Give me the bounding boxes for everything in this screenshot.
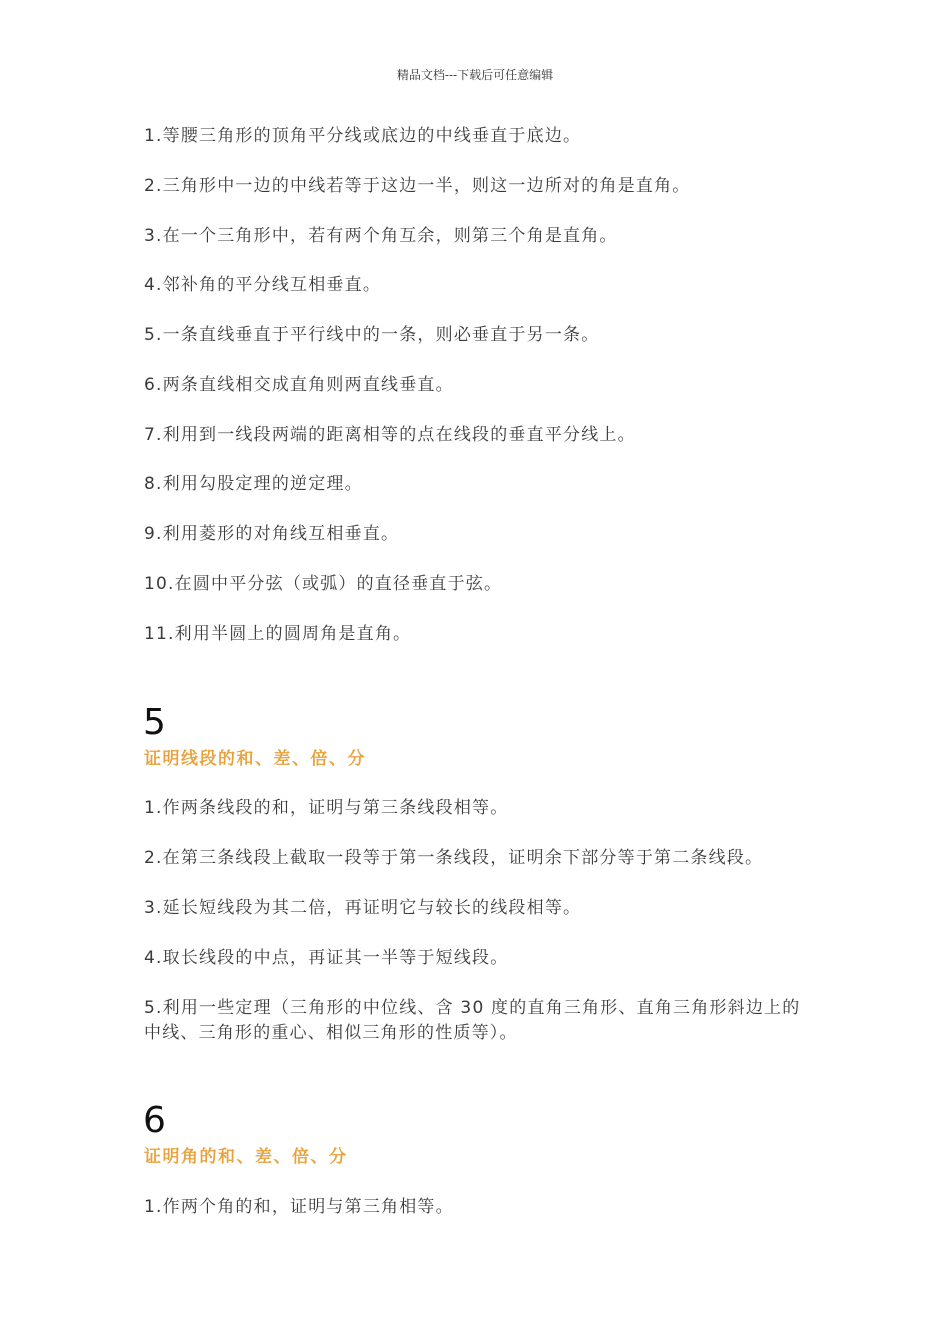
list-item: 6.两条直线相交成直角则两直线垂直。: [144, 375, 454, 395]
list-item: 2.三角形中一边的中线若等于这边一半，则这一边所对的角是直角。: [144, 176, 691, 196]
list-item: 3.在一个三角形中，若有两个角互余，则第三个角是直角。: [144, 226, 618, 246]
list-item: 3.延长短线段为其二倍，再证明它与较长的线段相等。: [144, 898, 582, 918]
list-item: 5.利用一些定理（三角形的中位线、含 30 度的直角三角形、直角三角形斜边上的中线、三角形的重心、相似三角形的性质等）。: [144, 998, 801, 1043]
list-item: 1.作两个角的和，证明与第三角相等。: [144, 1197, 454, 1217]
page-header: 精品文档---下载后可任意编辑: [396, 68, 554, 82]
list-item: 8.利用勾股定理的逆定理。: [144, 474, 363, 494]
section-number: 5: [143, 702, 166, 743]
list-item: 1.等腰三角形的顶角平分线或底边的中线垂直于底边。: [144, 126, 582, 146]
section-number: 6: [143, 1100, 166, 1141]
list-item: 9.利用菱形的对角线互相垂直。: [144, 524, 400, 544]
list-item: 4.邻补角的平分线互相垂直。: [144, 275, 382, 295]
list-item: 5.一条直线垂直于平行线中的一条，则必垂直于另一条。: [144, 325, 600, 345]
list-item: 7.利用到一线段两端的距离相等的点在线段的垂直平分线上。: [144, 425, 636, 445]
list-item: 10.在圆中平分弦（或弧）的直径垂直于弦。: [144, 574, 503, 594]
list-item: 2.在第三条线段上截取一段等于第一条线段，证明余下部分等于第二条线段。: [144, 848, 764, 868]
list-item: 1.作两条线段的和，证明与第三条线段相等。: [144, 798, 509, 818]
list-item: 11.利用半圆上的圆周角是直角。: [144, 624, 412, 644]
section-title: 证明角的和、差、倍、分: [144, 1147, 348, 1167]
list-item: 4.取长线段的中点，再证其一半等于短线段。: [144, 948, 509, 968]
section-title: 证明线段的和、差、倍、分: [144, 749, 366, 769]
